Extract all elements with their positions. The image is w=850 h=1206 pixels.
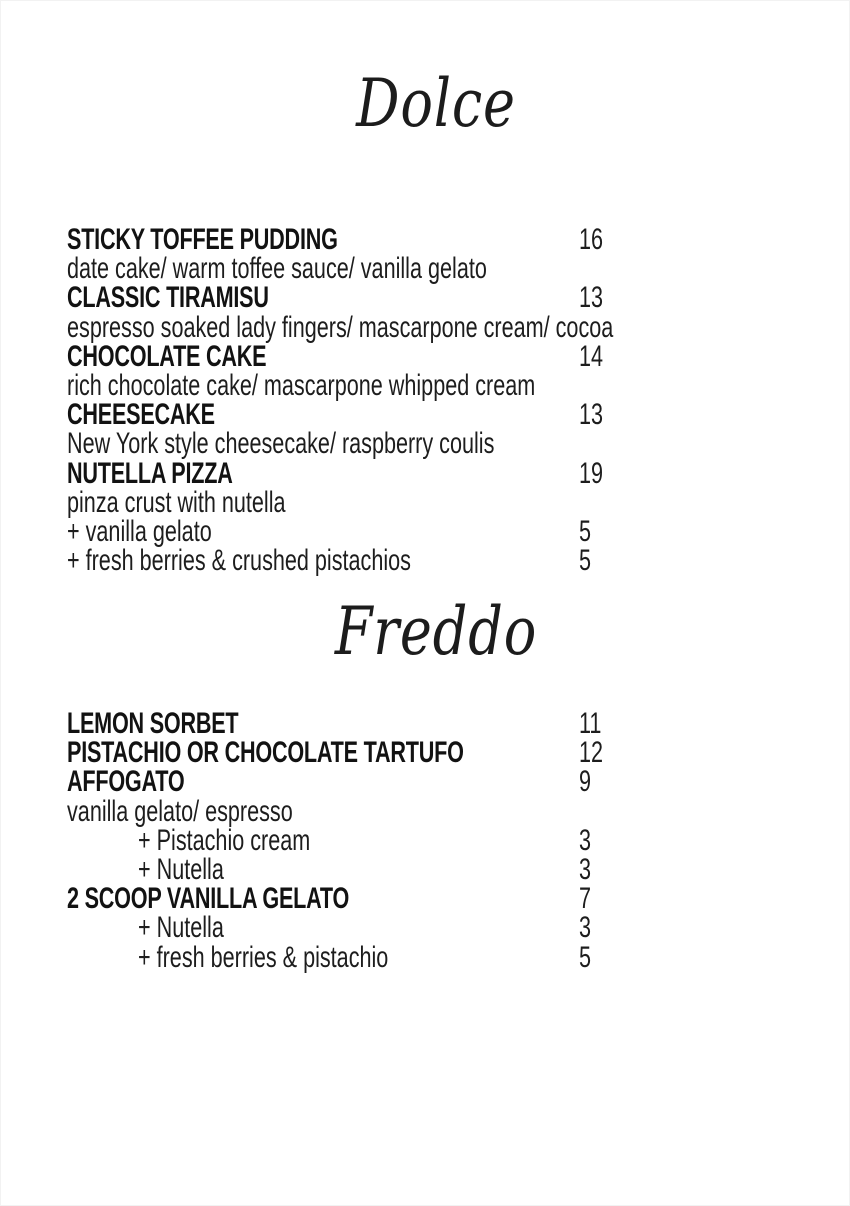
menu-item-name: 2 SCOOP VANILLA GELATO [67,882,350,916]
menu-addon-price: 3 [579,852,592,886]
menu-addon-name: + Nutella [138,852,224,886]
menu-item-row [1,398,849,432]
menu-item-description: vanilla gelato/ espresso [67,794,293,828]
menu-addon-row [1,911,849,945]
menu-item-price: 7 [579,882,592,916]
menu-item-price: 14 [579,339,604,373]
menu-item-description-row [1,368,849,402]
menu-item-row [1,281,849,315]
menu-item-name: AFFOGATO [67,765,185,799]
menu-item-description: rich chocolate cake/ mascarpone whipped cream [67,368,536,402]
menu-item-description-row [1,427,849,461]
menu-addon-price: 3 [579,823,592,857]
menu-item-description-row [1,310,849,344]
menu-item-price: 13 [579,281,604,315]
menu-item-description: New York style cheesecake/ raspberry coulis [67,427,495,461]
menu-item-price: 19 [579,456,604,490]
menu-item-row [1,736,849,770]
menu-addon-name: + fresh berries & pistachio [138,940,389,974]
section-title-dolce: Dolce [356,65,516,142]
menu-item-description: pinza crust with nutella [67,485,286,519]
menu-item-description-row [1,794,849,828]
section-freddo-items [1,709,849,972]
menu-item-row [1,339,849,373]
menu-item-price: 9 [579,765,592,799]
menu-item-description: espresso soaked lady fingers/ mascarpone cream/ cocoa [67,310,614,344]
menu-item-price: 12 [579,736,604,770]
menu-item-description: date cake/ warm toffee sauce/ vanilla gelato [67,252,487,286]
menu-item-row [1,709,849,738]
menu-item-description-row [1,252,849,286]
menu-item-name: CLASSIC TIRAMISU [67,281,269,315]
menu-addon-name: + Nutella [138,911,224,945]
menu-addon-price: 5 [579,544,592,578]
section-dolce-items [1,223,849,578]
menu-item-description-row [1,485,849,519]
menu-addon-row [1,544,849,578]
menu-item-price: 13 [579,398,604,432]
menu-item-name: NUTELLA PIZZA [67,456,233,490]
menu-addon-row [1,852,849,886]
menu-item-name: CHEESECAKE [67,398,215,432]
menu-addon-row [1,940,849,974]
menu-addon-price: 5 [579,940,592,974]
menu-addon-name: + fresh berries & crushed pistachios [67,544,411,578]
menu-addon-row [1,823,849,857]
menu-addon-price: 3 [579,911,592,945]
menu-addon-row [1,514,849,548]
section-title-freddo: Freddo [334,593,538,670]
menu-item-row [1,225,849,254]
menu-addon-name: + Pistachio cream [138,823,311,857]
menu-item-price: 11 [579,707,602,740]
menu-item-price: 16 [579,223,604,256]
menu-item-row [1,456,849,490]
menu-item-name: STICKY TOFFEE PUDDING [67,223,338,256]
menu-item-name: LEMON SORBET [67,707,239,740]
menu-item-name: CHOCOLATE CAKE [67,339,267,373]
menu-addon-price: 5 [579,514,592,548]
menu-item-row [1,765,849,799]
menu-item-name: PISTACHIO OR CHOCOLATE TARTUFO [67,736,464,770]
menu-item-row [1,882,849,916]
menu-addon-name: + vanilla gelato [67,514,212,548]
